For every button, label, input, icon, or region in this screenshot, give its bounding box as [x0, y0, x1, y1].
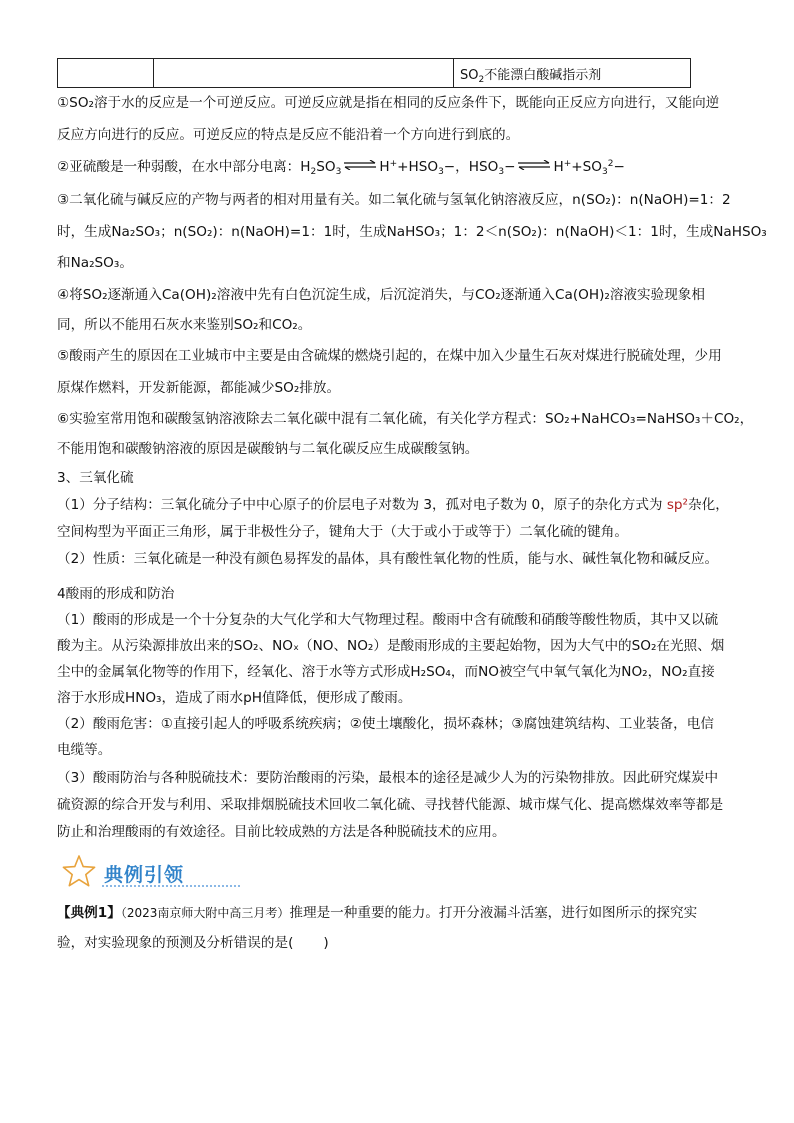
cell-text: 不能漂白酸碱指示剂: [484, 67, 602, 83]
equilibrium-arrow-icon: [343, 160, 377, 170]
note-6-line-2: 不能用饱和碳酸钠溶液的原因是碳酸钠与二氧化碳反应生成碳酸氢钠。: [57, 441, 479, 457]
note-3-line-3: 和Na₂SO₃。: [57, 255, 133, 271]
section-banner: [62, 854, 262, 894]
note-3-line-1: ③二氧化硫与碱反应的产物与两者的相对用量有关。如二氧化硫与氢氧化钠溶液反应，n(SO₂)：n(NaOH)=1：2: [57, 192, 731, 208]
section-3-p1-line-2: 空间构型为平面正三角形，属于非极性分子，键角大于（大于或小于或等于）二氧化硫的键角。: [57, 524, 628, 540]
note-1-line-1: ①SO₂溶于水的反应是一个可逆反应。可逆反应就是指在相同的反应条件下，既能向正反应方向进行，又能向逆: [57, 95, 720, 111]
section-4-p1-line-2: 酸为主。从污染源排放出来的SO₂、NOₓ（NO、NO₂）是酸雨形成的主要起始物，因为大气中的SO₂在光照、烟: [57, 638, 725, 654]
star-outline-icon: [62, 854, 96, 888]
banner-title: 典例引领: [104, 864, 185, 886]
note-4-line-2: 同，所以不能用石灰水来鉴别SO₂和CO₂。: [57, 317, 312, 333]
note-2-line: ②亚硫酸是一种弱酸，在水中部分电离：$H_2SO_3$ $H^++HSO_3-$，$HSO_3- H^++SO_3^2-$: [57, 159, 625, 177]
section-4-p1-line-3: 尘中的金属氧化物等的作用下，经氧化、溶于水等方式形成H₂SO₄，而NO被空气中氧气氧化为NO₂，NO₂直接: [57, 664, 715, 680]
example-question-text: 推理是一种重要的能力。打开分液漏斗活塞，进行如图所示的探究实: [289, 905, 698, 921]
note-5-line-2: 原煤作燃料，开发新能源，都能减少SO₂排放。: [57, 380, 341, 396]
section-3-p2: （2）性质：三氧化硫是一种没有颜色易挥发的晶体，具有酸性氧化物的性质，能与水、碱性氧化物和碱反应。: [57, 551, 719, 567]
section-4-p3-line-1: （3）酸雨防治与各种脱硫技术：要防治酸雨的污染，最根本的途径是减少人为的污染物排放。因此研究煤炭中: [57, 770, 719, 786]
comparison-table-fragment: [57, 58, 691, 88]
note-1-line-2: 反应方向进行的反应。可逆反应的特点是反应不能沿着一个方向进行到底的。: [57, 127, 520, 143]
p1-text-end: 杂化，: [688, 497, 729, 513]
section-3-p1-line-1: [57, 495, 729, 515]
example-1-line-1: [57, 903, 697, 923]
table-row: [58, 59, 691, 88]
table-cell-1: [58, 59, 154, 88]
example-question-text-2: 验，对实验现象的预测及分析错误的是(: [57, 935, 294, 951]
section-4-p2-line-2: 电缆等。: [57, 742, 112, 758]
note-5-line-1: ⑤酸雨产生的原因在工业城市中主要是由含硫煤的燃烧引起的，在煤中加入少量生石灰对煤进行脱硫处理，少用: [57, 348, 722, 364]
hybridization-term: sp²: [666, 497, 689, 513]
section-4-p3-line-2: 硫资源的综合开发与利用、采取排烟脱硫技术回收二氧化硫、寻找替代能源、城市煤气化、提高燃煤效率等都是: [57, 797, 724, 813]
equilibrium-arrow-icon: [517, 160, 551, 170]
section-3-title: 3、三氧化硫: [57, 470, 134, 486]
note-2-text: ②亚硫酸是一种弱酸，在水中部分电离：: [57, 159, 301, 175]
p1-text: （1）分子结构：三氧化硫分子中中心原子的价层电子对数为 3，孤对电子数为 0，原子的杂化方式为: [57, 497, 667, 513]
example-label: 【典例1】: [57, 905, 121, 921]
table-cell-3: [454, 59, 691, 88]
note-4-line-1: ④将SO₂逐渐通入Ca(OH)₂溶液中先有白色沉淀生成，后沉淀消失，与CO₂逐渐通入Ca(OH)₂溶液实验现象相: [57, 287, 705, 303]
section-4-p3-line-3: 防止和治理酸雨的有效途径。目前比较成熟的方法是各种脱硫技术的应用。: [57, 824, 506, 840]
cell-subscript: 2: [478, 74, 485, 85]
cell-formula: SO: [460, 67, 479, 83]
answer-paren-close: ): [323, 935, 329, 951]
example-source: （2023南京师大附中高三月考）: [120, 906, 290, 920]
note-3-line-2: 时，生成Na₂SO₃；n(SO₂)：n(NaOH)=1：1时，生成NaHSO₃；1：2＜n(SO₂)：n(NaOH)＜1：1时，生成NaHSO₃: [57, 224, 767, 240]
section-4-p1-line-1: （1）酸雨的形成是一个十分复杂的大气化学和大气物理过程。酸雨中含有硫酸和硝酸等酸性物质，其中又以硫: [57, 612, 719, 628]
section-4-title: 4酸雨的形成和防治: [57, 586, 175, 602]
section-4-p1-line-4: 溶于水形成HNO₃，造成了雨水pH值降低，便形成了酸雨。: [57, 690, 412, 706]
example-1-line-2: [57, 933, 329, 953]
table-cell-2: [154, 59, 454, 88]
section-4-p2-line-1: （2）酸雨危害：①直接引起人的呼吸系统疾病；②使土壤酸化，损坏森林；③腐蚀建筑结构、工业装备，电信: [57, 716, 714, 732]
banner-underline: [102, 885, 240, 887]
note-6-line-1: ⑥实验室常用饱和碳酸氢钠溶液除去二氧化碳中混有二氧化硫，有关化学方程式：SO₂+NaHCO₃=NaHSO₃＋CO₂，: [57, 411, 754, 427]
